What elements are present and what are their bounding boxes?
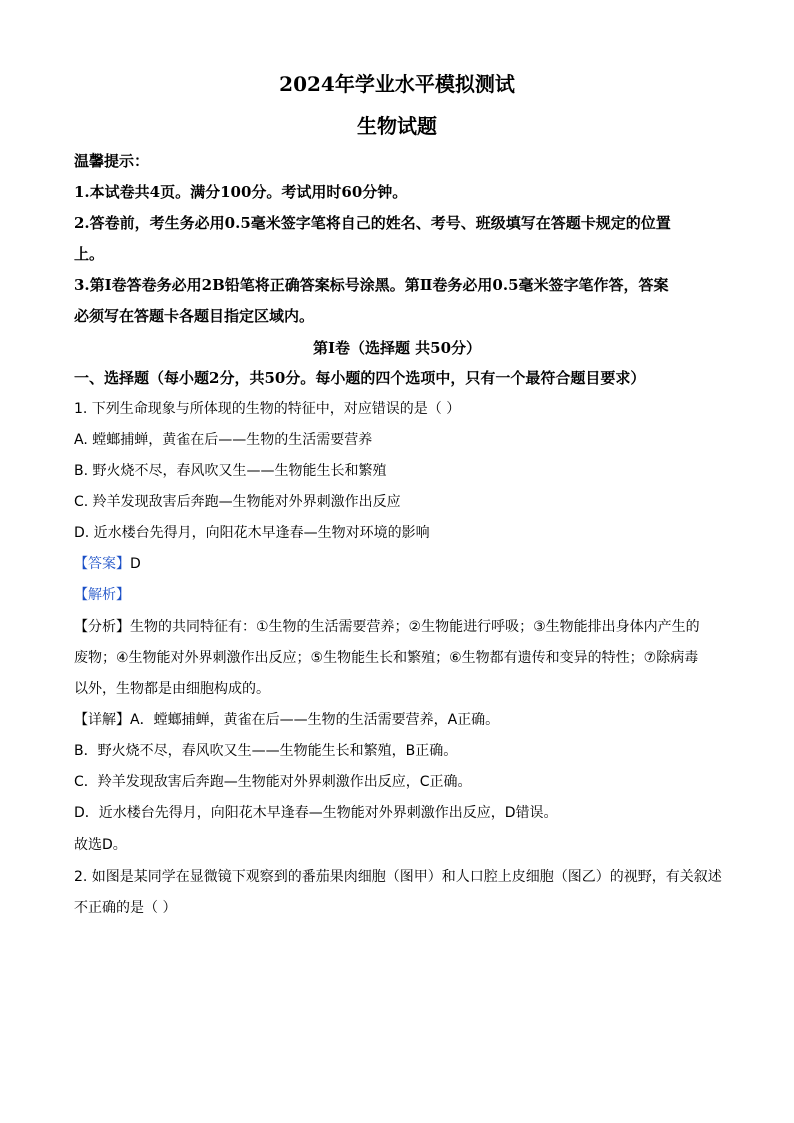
fenxi-tag: 【分析】 [74,619,130,635]
detail-line-c: C．羚羊发现敌害后奔跑—生物能对外界刺激作出反应，C正确。 [74,774,472,790]
notice-item-1: 1.本试卷共4页。满分100分。考试用时60分钟。 [74,183,408,201]
subject-title: 生物试题 [357,114,437,138]
fenxi-text-1: 生物的共同特征有：①生物的生活需要营养；②生物能进行呼吸；③生物能排出身体内产生的 [130,619,700,635]
notice-item-3-line-1: 3.第Ⅰ卷答卷务必用2B铅笔将正确答案标号涂黑。第Ⅱ卷务必用0.5毫米签字笔作答，答案 [74,276,669,294]
notice-item-2-line-1: 2.答卷前，考生务必用0.5毫米签字笔将自己的姓名、考号、班级填写在答题卡规定的位置 [74,214,671,232]
detail-line-a [74,709,734,731]
question-1-option-d: D. 近水楼台先得月，向阳花木早逢春—生物对环境的影响 [74,525,430,541]
answer-line [74,553,734,575]
detail-text-a: A．螳螂捕蝉，黄雀在后——生物的生活需要营养，A正确。 [130,712,500,728]
notice-item-2-line-2: 上。 [74,245,105,263]
question-2-stem-line-2: 不正确的是（ ） [74,900,177,916]
part-title: 第Ⅰ卷（选择题 共50分） [312,339,482,357]
fenxi-line-2: 废物；④生物能对外界刺激作出反应；⑤生物能生长和繁殖；⑥生物都有遗传和变异的特性；⑦除病毒 [74,650,699,666]
exam-title: 2024年学业水平模拟测试 [279,72,515,96]
analysis-tag: 【解析】 [74,587,130,603]
question-1-option-a: A. 螳螂捕蝉，黄雀在后——生物的生活需要营养 [74,432,373,448]
question-1-stem: 1. 下列生命现象与所体现的生物的特征中，对应错误的是（ ） [74,401,461,417]
notice-heading: 温馨提示： [74,152,150,170]
section-heading: 一、选择题（每小题2分，共50分。每小题的四个选项中，只有一个最符合题目要求） [74,369,646,387]
answer-value: D [130,556,141,572]
question-1-option-b: B. 野火烧不尽，春风吹又生——生物能生长和繁殖 [74,463,387,479]
fenxi-line-3: 以外，生物都是由细胞构成的。 [74,681,270,697]
detail-line-b: B．野火烧不尽，春风吹又生——生物能生长和繁殖，B正确。 [74,743,458,759]
question-1-option-c: C. 羚羊发现敌害后奔跑—生物能对外界刺激作出反应 [74,494,401,510]
answer-tag: 【答案】 [74,556,130,572]
analysis-line [74,584,734,606]
xiangjie-tag: 【详解】 [74,712,130,728]
conclusion-line: 故选D。 [74,837,127,853]
question-2-stem-line-1: 2. 如图是某同学在显微镜下观察到的番茄果肉细胞（图甲）和人口腔上皮细胞（图乙）的视野，有关叙述 [74,869,722,885]
notice-item-3-line-2: 必须写在答题卡各题目指定区域内。 [74,307,315,325]
fenxi-line-1 [74,616,734,638]
detail-line-d: D．近水楼台先得月，向阳花木早逢春—生物能对外界刺激作出反应，D错误。 [74,805,558,821]
